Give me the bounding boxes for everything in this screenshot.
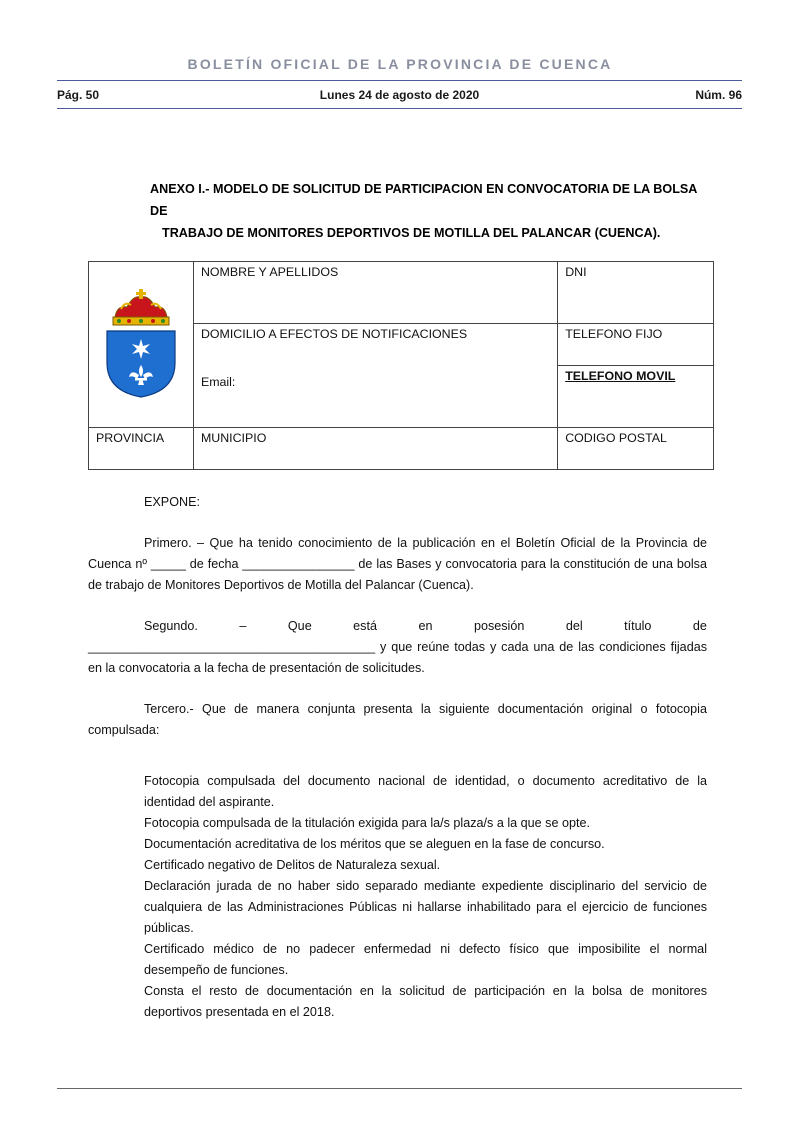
segundo-word: en (418, 619, 433, 633)
page-number: Pág. 50 (57, 88, 100, 102)
primero-paragraph: Primero. – Que ha tenido conocimiento de la publicación en el Boletín Oficial de la Provincia de Cuenca nº _____ de fecha ________________ de las Bases y convocatoria para la constitución de una bolsa de trabajo de Monitores Deportivos de Motilla del Palancar (Cuenca). (88, 536, 707, 592)
document-list (88, 771, 707, 1023)
dni-label: DNI (565, 265, 587, 279)
segundo-word: Segundo. (144, 619, 198, 633)
segundo-word: – (239, 619, 247, 633)
title-line-1: ANEXO I.- MODELO DE SOLICITUD DE PARTICIPACION EN CONVOCATORIA DE LA BOLSA DE (150, 182, 697, 218)
issue-number: Núm. 96 (695, 88, 742, 102)
segundo-word: posesión (473, 619, 525, 633)
provincia-label: PROVINCIA (96, 431, 165, 445)
segundo-rest: _________________________________________ y que reúne todas y cada una de las condiciones fijadas en la convocatoria a la fecha de presentación de solicitudes. (88, 640, 707, 675)
document-title (150, 178, 710, 244)
document-item: Consta el resto de documentación en la solicitud de participación en la bolsa de monitores deportivos presentada en el 2018. (144, 984, 707, 1019)
telefono-fijo-field[interactable] (558, 324, 714, 366)
document-item: Fotocopia compulsada del documento nacional de identidad, o documento acreditativo de la identidad del aspirante. (144, 774, 707, 809)
codigo-postal-label: CODIGO POSTAL (565, 431, 667, 445)
telefono-fijo-label: TELEFONO FIJO (565, 327, 663, 341)
segundo-word: título (624, 619, 652, 633)
segundo-word: está (353, 619, 377, 633)
email-label: Email: (200, 375, 236, 389)
expone-heading: EXPONE: (144, 495, 200, 509)
coat-of-arms-icon (95, 287, 187, 399)
page-info-bar (57, 88, 742, 106)
header-rule (57, 80, 742, 81)
document-item: Declaración jurada de no haber sido separado mediante expediente disciplinario del servicio de cualquiera de las Administraciones Públicas ni hallarse inhabilitado para el ejercicio de funciones públicas. (144, 879, 707, 935)
provincia-field[interactable] (89, 428, 194, 470)
segundo-paragraph (88, 616, 707, 679)
publication-masthead: BOLETÍN OFICIAL DE LA PROVINCIA DE CUENCA (187, 56, 613, 72)
codigo-postal-field[interactable] (558, 428, 714, 470)
document-item: Certificado médico de no padecer enfermedad ni defecto físico que imposibilite el normal desempeño de funciones. (144, 942, 707, 977)
municipio-label: MUNICIPIO (200, 431, 267, 445)
title-line-2: TRABAJO DE MONITORES DEPORTIVOS DE MOTILLA DEL PALANCAR (CUENCA). (162, 226, 661, 240)
publication-date: Lunes 24 de agosto de 2020 (319, 88, 480, 102)
telefono-movil-field[interactable] (558, 366, 714, 428)
document-item: Certificado negativo de Delitos de Naturaleza sexual. (144, 858, 441, 872)
footer-rule (57, 1088, 742, 1089)
crest-cell (89, 262, 194, 428)
domicilio-field[interactable] (193, 324, 557, 428)
telefono-movil-label: TELEFONO MOVIL (565, 369, 676, 383)
segundo-word: de (692, 619, 707, 633)
nombre-field[interactable] (193, 262, 557, 324)
application-form-table (88, 261, 714, 470)
tercero-paragraph: Tercero.- Que de manera conjunta presenta la siguiente documentación original o fotocopia compulsada: (88, 702, 707, 737)
segundo-first-line (88, 616, 707, 637)
segundo-word: del (565, 619, 583, 633)
segundo-word: Que (287, 619, 312, 633)
document-item: Fotocopia compulsada de la titulación exigida para la/s plaza/s a la que se opte. (144, 816, 590, 830)
domicilio-label: DOMICILIO A EFECTOS DE NOTIFICACIONES (200, 327, 468, 341)
document-item: Documentación acreditativa de los méritos que se aleguen en la fase de concurso. (144, 837, 605, 851)
subheader-rule (57, 108, 742, 109)
municipio-field[interactable] (193, 428, 557, 470)
application-body (88, 492, 707, 1023)
nombre-label: NOMBRE Y APELLIDOS (200, 265, 339, 279)
dni-field[interactable] (558, 262, 714, 324)
